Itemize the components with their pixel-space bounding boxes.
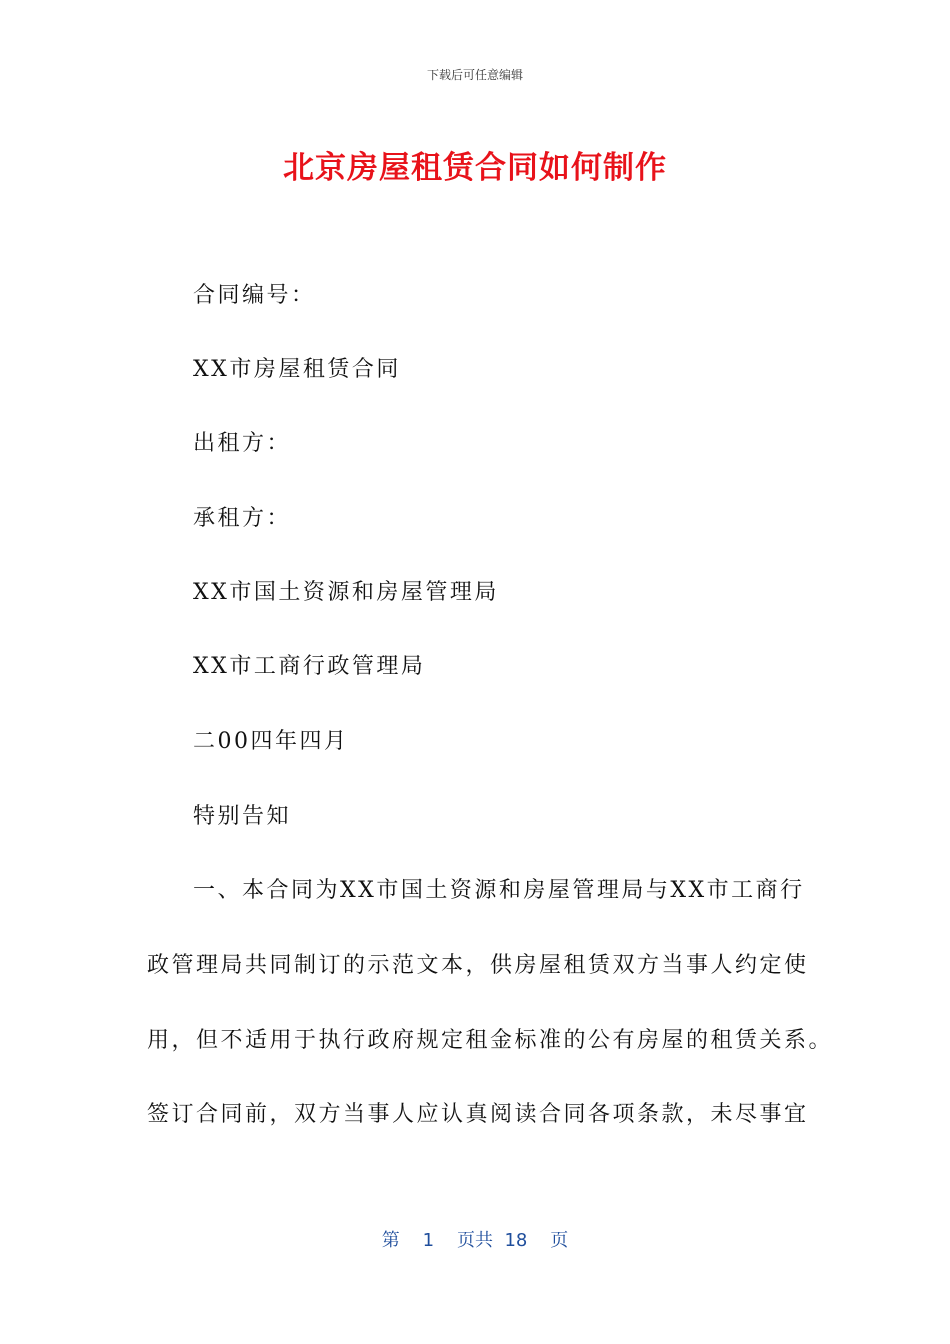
header-note: 下载后可任意编辑 <box>426 68 523 82</box>
paragraph-line: 签订合同前，双方当事人应认真阅读合同各项条款，未尽事宜 <box>147 1102 809 1127</box>
issuer-land-bureau: XX市国土资源和房屋管理局 <box>193 580 499 605</box>
document-title: 北京房屋租赁合同如何制作 <box>283 150 667 186</box>
footer-prefix: 第 <box>381 1230 400 1251</box>
footer-middle: 页共 <box>456 1230 493 1251</box>
footer-current-page: 1 <box>422 1230 435 1251</box>
contract-name: XX市房屋租赁合同 <box>193 357 401 382</box>
issue-date: 二00四年四月 <box>193 729 349 754</box>
page-footer <box>0 1226 950 1252</box>
lessor-label: 出租方： <box>193 431 292 456</box>
issuer-commerce-bureau: XX市工商行政管理局 <box>193 654 426 679</box>
footer-total-pages: 18 <box>504 1230 528 1251</box>
paragraph-line: 用，但不适用于执行政府规定租金标准的公有房屋的租赁关系。 <box>147 1028 834 1053</box>
paragraph-line: 政管理局共同制订的示范文本，供房屋租赁双方当事人约定使 <box>147 953 809 978</box>
special-notice-heading: 特别告知 <box>193 804 292 829</box>
footer-suffix: 页 <box>550 1230 569 1251</box>
paragraph-line: 一、本合同为XX市国土资源和房屋管理局与XX市工商行 <box>193 878 805 903</box>
lessee-label: 承租方： <box>193 506 292 531</box>
contract-number-label: 合同编号： <box>193 283 316 308</box>
